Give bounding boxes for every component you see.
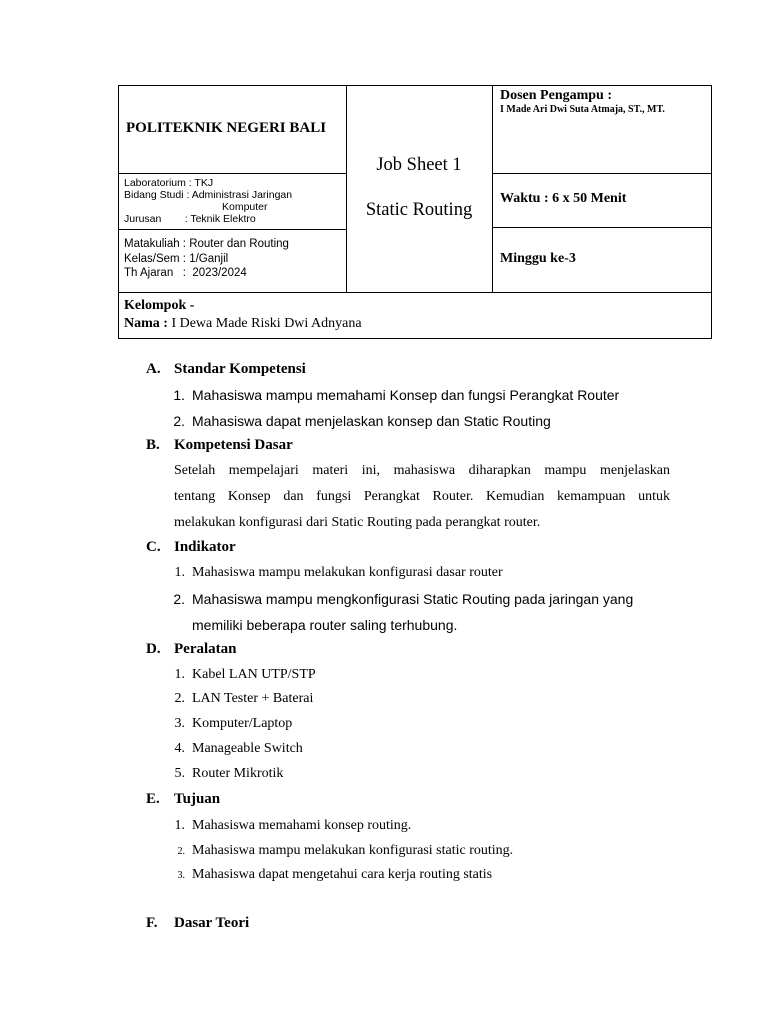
section-a-heading <box>146 361 306 378</box>
paragraph-line: Setelah mempelajari materi ini, mahasiswa diharapkan mampu menjelaskan <box>174 463 670 478</box>
item-text: Kabel LAN UTP/STP <box>192 667 316 682</box>
item-text: Mahasiswa dapat menjelaskan konsep dan Static Routing <box>192 413 551 429</box>
list-item <box>166 843 513 859</box>
divider-h-right-2 <box>492 227 711 228</box>
item-number: 1. <box>174 818 185 833</box>
divider-v1 <box>346 86 347 292</box>
divider-h-left-2 <box>119 229 346 230</box>
name-row <box>124 316 362 332</box>
lecturer-name: I Made Ari Dwi Suta Atmaja, ST., MT. <box>500 104 665 115</box>
week-number: Minggu ke-3 <box>500 251 576 266</box>
section-e-heading <box>146 791 220 808</box>
section-f-letter: F. <box>146 915 158 931</box>
list-item <box>166 766 283 782</box>
item-number: 2. <box>173 413 185 429</box>
item-number: 5. <box>174 766 185 781</box>
item-number: 1. <box>173 387 185 403</box>
section-b-title: Kompetensi Dasar <box>174 437 293 453</box>
list-item-continuation: memiliki beberapa router saling terhubung. <box>192 617 458 633</box>
item-text: Mahasiswa memahami konsep routing. <box>192 818 412 833</box>
section-d-title: Peralatan <box>174 641 237 657</box>
lab-line-3: Komputer <box>222 201 268 213</box>
institution-name: POLITEKNIK NEGERI BALI <box>126 120 327 136</box>
item-text: Mahasiswa mampu memahami Konsep dan fungsi Perangkat Router <box>192 387 620 403</box>
list-item <box>166 867 492 883</box>
group-label: Kelompok - <box>124 298 195 313</box>
name-value: I Dewa Made Riski Dwi Adnyana <box>167 316 362 331</box>
item-text: Komputer/Laptop <box>192 716 293 731</box>
course-line-3: Th Ajaran : 2023/2024 <box>124 267 247 279</box>
course-line-1: Matakuliah : Router dan Routing <box>124 238 289 250</box>
item-number: 4. <box>174 741 185 756</box>
lecturer-label: Dosen Pengampu : <box>500 88 613 103</box>
section-c-letter: C. <box>146 539 161 555</box>
section-d-heading <box>146 641 236 658</box>
item-number: 3. <box>174 716 185 731</box>
divider-h-right-1 <box>492 173 711 174</box>
section-e-letter: E. <box>146 791 160 807</box>
paragraph-line: tentang Konsep dan fungsi Perangkat Router. Kemudian kemampuan untuk <box>174 489 670 504</box>
lab-line-2: Bidang Studi : Administrasi Jaringan <box>124 189 293 201</box>
section-d-letter: D. <box>146 641 161 657</box>
list-item <box>166 691 313 707</box>
lab-line-1: Laboratorium : TKJ <box>124 177 214 189</box>
job-sheet-title: Job Sheet 1 <box>376 155 462 175</box>
list-item <box>166 413 551 429</box>
item-text: LAN Tester + Baterai <box>192 691 314 706</box>
course-line-2: Kelas/Sem : 1/Ganjil <box>124 253 229 265</box>
list-item <box>166 741 303 757</box>
item-text: Router Mikrotik <box>192 766 284 781</box>
paragraph-line: melakukan konfigurasi dari Static Routing pada perangkat router. <box>174 515 541 530</box>
item-text: Mahasiswa dapat mengetahui cara kerja routing statis <box>192 867 493 882</box>
list-item <box>166 818 411 834</box>
section-f-title: Dasar Teori <box>174 915 250 931</box>
item-number: 3. <box>177 870 185 881</box>
section-e-title: Tujuan <box>174 791 221 807</box>
item-text: Mahasiswa mampu melakukan konfigurasi dasar router <box>192 565 503 580</box>
list-item <box>166 716 292 732</box>
item-number: 1. <box>174 565 185 580</box>
section-b-heading <box>146 437 293 454</box>
list-item <box>166 565 503 581</box>
item-number: 2. <box>177 846 185 857</box>
item-text: Mahasiswa mampu melakukan konfigurasi static routing. <box>192 843 514 858</box>
section-a-letter: A. <box>146 361 161 377</box>
list-item <box>166 591 633 607</box>
time-allocation: Waktu : 6 x 50 Menit <box>500 191 627 206</box>
job-sheet-subtitle: Static Routing <box>365 200 473 220</box>
section-a-title: Standar Kompetensi <box>174 361 306 377</box>
item-number: 1. <box>174 667 185 682</box>
divider-v2 <box>492 86 493 292</box>
list-item <box>166 667 316 683</box>
item-number: 2. <box>174 691 185 706</box>
divider-h-left-1 <box>119 173 346 174</box>
list-item <box>166 387 619 403</box>
section-c-heading <box>146 539 236 556</box>
section-f-heading <box>146 915 249 932</box>
item-text: Mahasiswa mampu mengkonfigurasi Static Routing pada jaringan yang <box>192 591 634 607</box>
item-text: Manageable Switch <box>192 741 303 756</box>
section-b-letter: B. <box>146 437 160 453</box>
divider-h-full <box>119 292 711 293</box>
name-label: Nama : <box>124 316 168 331</box>
lab-line-4: Jurusan : Teknik Elektro <box>124 213 256 225</box>
item-number: 2. <box>173 591 185 607</box>
section-c-title: Indikator <box>174 539 236 555</box>
